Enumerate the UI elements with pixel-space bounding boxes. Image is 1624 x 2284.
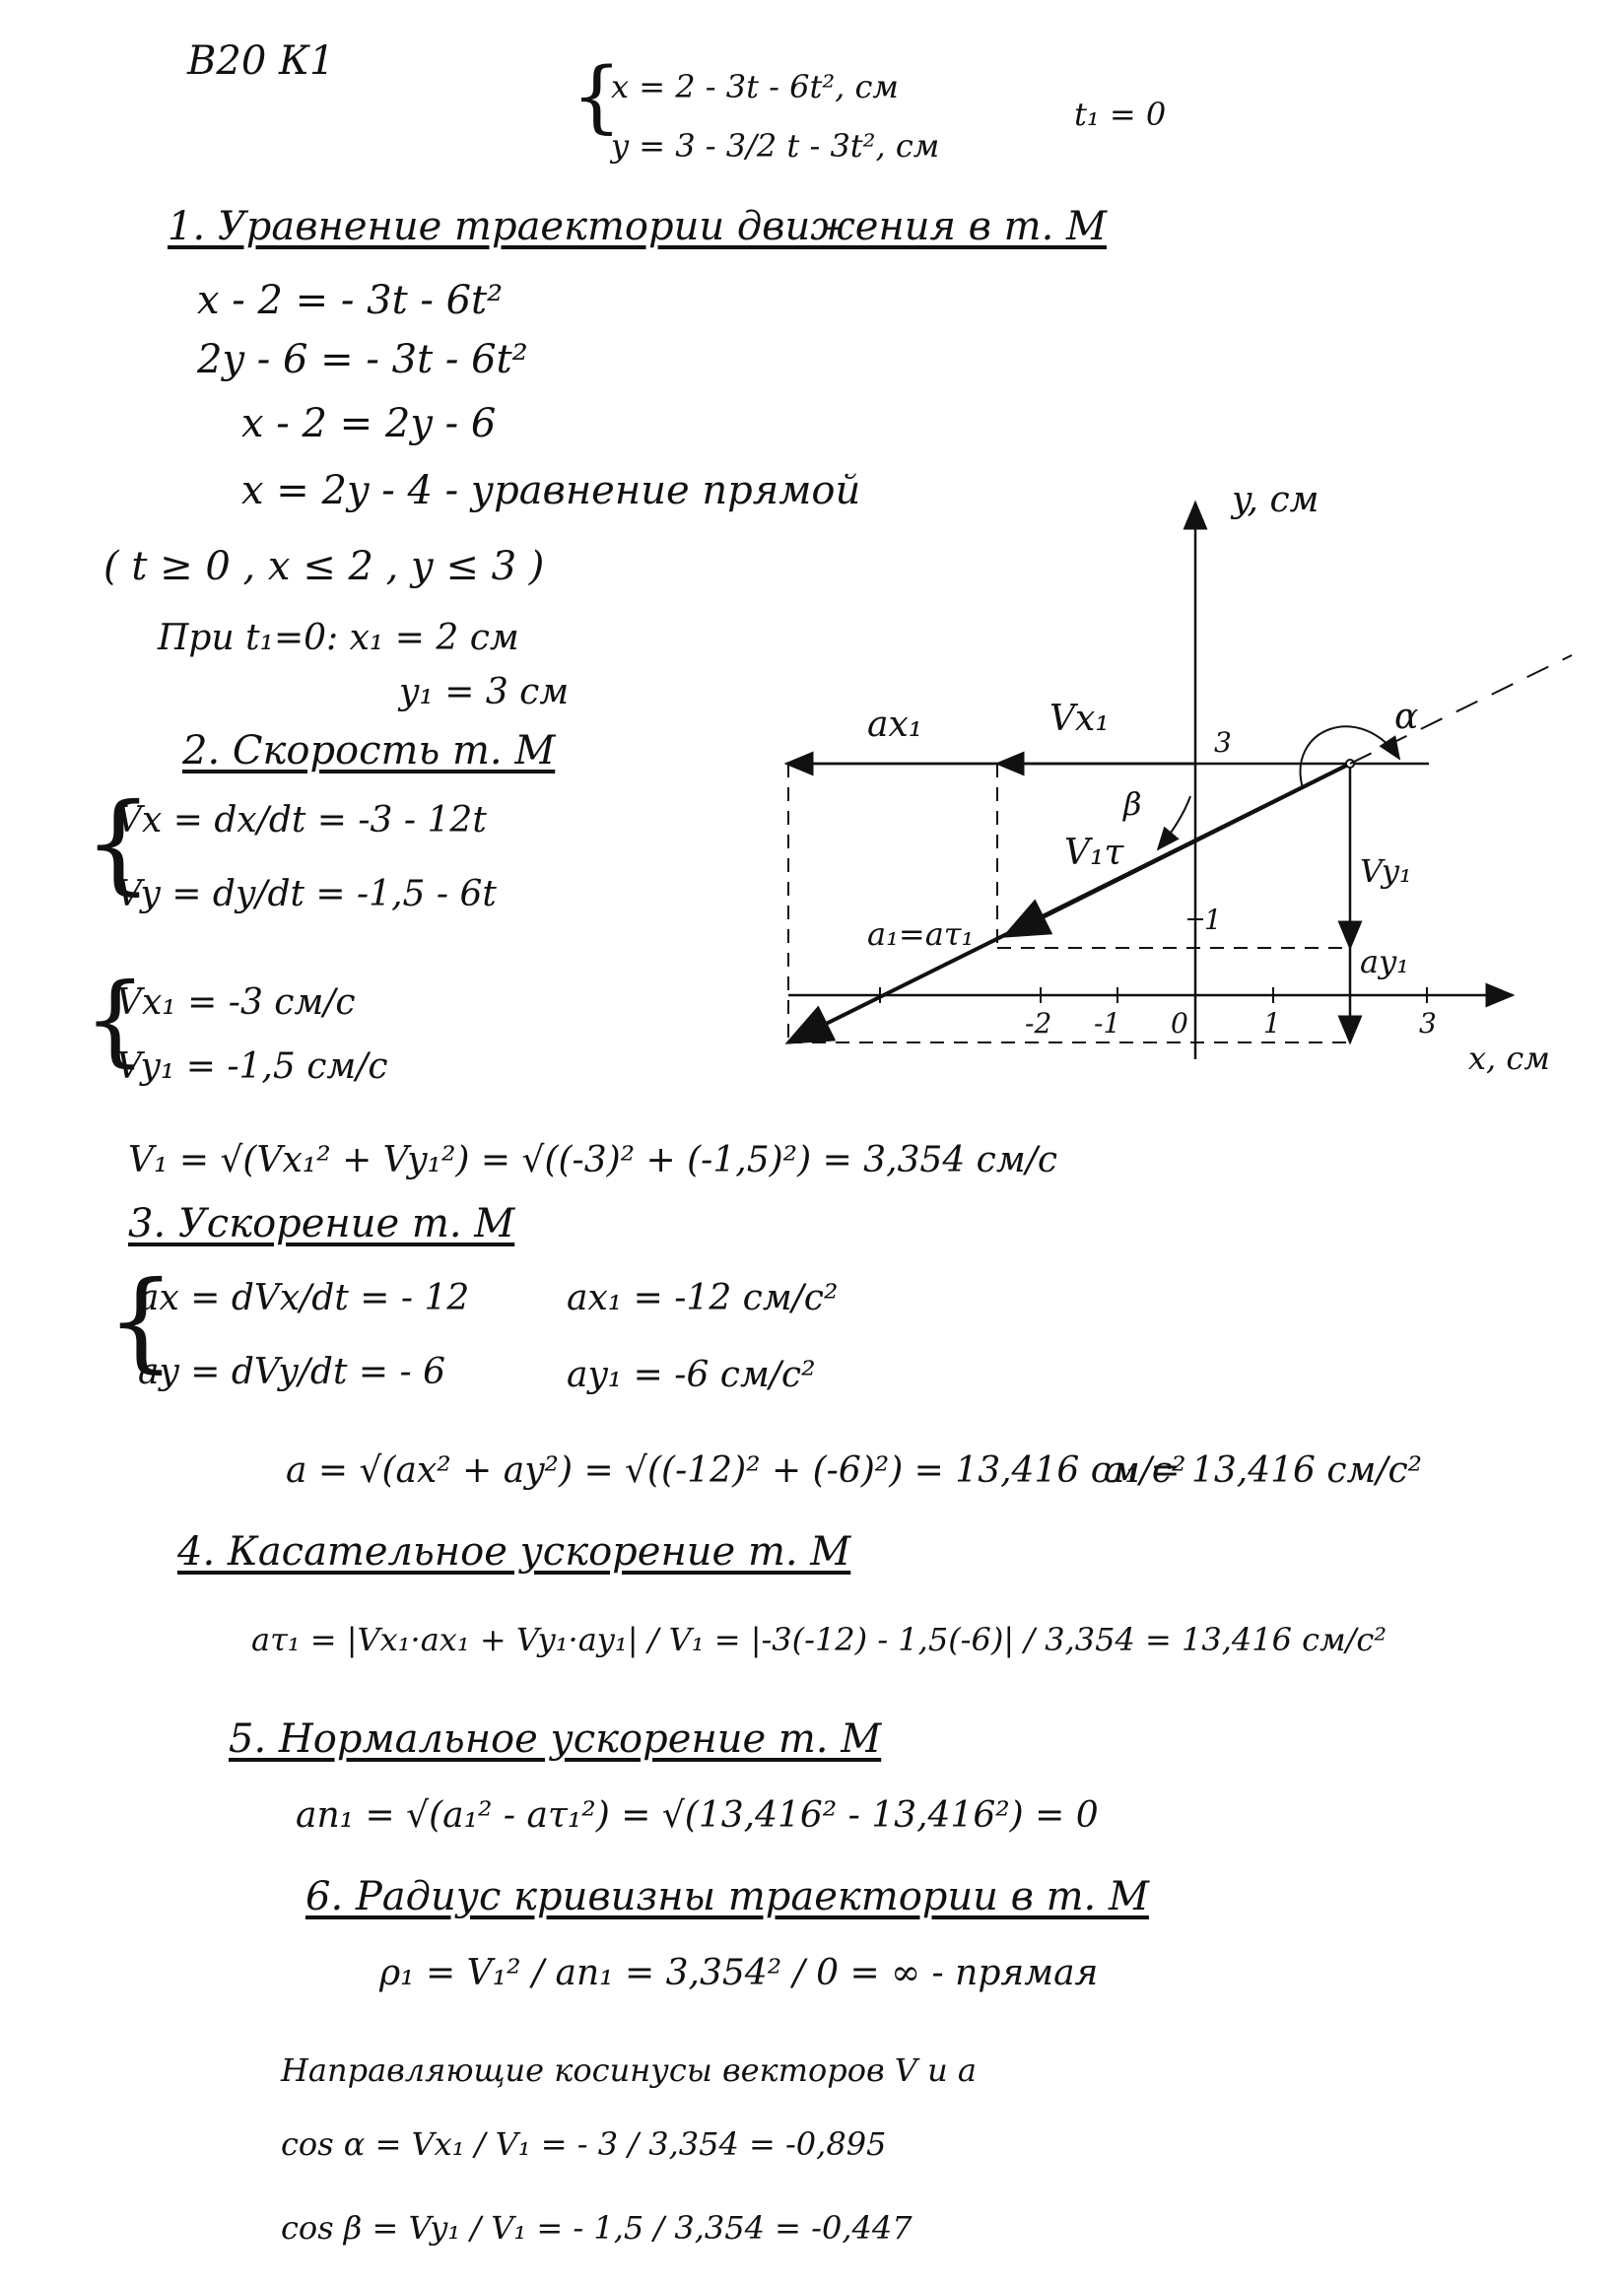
section-4-title: 4. Касательное ускорение т. М: [177, 1529, 851, 1575]
equation-x: x = 2 - 3t - 6t², см: [611, 68, 899, 105]
s3-result-1: ax₁ = -12 см/с²: [567, 1278, 839, 1318]
section-5-title: 5. Нормальное ускорение т. М: [229, 1716, 882, 1762]
v1-label: V₁τ: [1064, 833, 1124, 873]
x-axis-label: x, см: [1468, 1040, 1550, 1077]
s3-line-1: ax = dVx/dt = - 12: [138, 1278, 470, 1318]
vy1-label: Vy₁: [1360, 852, 1412, 890]
s1-line-7: y₁ = 3 см: [399, 672, 570, 712]
x-tick-label: -1: [1094, 1007, 1121, 1040]
s2-line-3: Vx₁ = -3 см/с: [116, 982, 356, 1023]
brace-3: {: [106, 1257, 175, 1383]
extension-dashed: [1350, 655, 1572, 764]
variant-label: В20 К1: [187, 38, 335, 84]
s2-line-4: Vy₁ = -1,5 см/с: [116, 1046, 388, 1087]
s1-line-5: ( t ≥ 0 , x ≤ 2 , y ≤ 3 ): [103, 544, 545, 589]
y-tick-label: 3: [1214, 726, 1232, 759]
cos-alpha: cos α = Vx₁ / V₁ = - 3 / 3,354 = -0,895: [281, 2125, 887, 2163]
s3-result-3: a₁ = 13,416 см/с²: [1104, 1450, 1423, 1491]
equation-y: y = 3 - 3/2 t - 3t², см: [611, 127, 940, 165]
x-tick-label: 3: [1419, 1007, 1437, 1040]
cos-beta: cos β = Vy₁ / V₁ = - 1,5 / 3,354 = -0,447: [281, 2209, 913, 2247]
v1-vector: [1005, 764, 1350, 936]
cosines-title: Направляющие косинусы векторов V и a: [281, 2051, 977, 2089]
x-tick-label: 0: [1171, 1007, 1188, 1040]
s1-line-1: x - 2 = - 3t - 6t²: [197, 278, 504, 323]
ay1-label: ay₁: [1360, 943, 1409, 980]
s3-result-2: ay₁ = -6 см/с²: [567, 1355, 816, 1395]
x-tick-label: 1: [1263, 1007, 1281, 1040]
s3-line-3: a = √(ax² + ay²) = √((-12)² + (-6)²) = 13,416 см/с²: [286, 1450, 1186, 1491]
s1-line-2: 2y - 6 = - 3t - 6t²: [197, 337, 528, 382]
alpha-label: α: [1394, 697, 1419, 737]
s5-line-1: an₁ = √(a₁² - aτ₁²) = √(13,416² - 13,416²) = 0: [296, 1795, 1099, 1836]
s2-line-1: Vx = dx/dt = -3 - 12t: [116, 800, 487, 840]
s2-line-2: Vy = dy/dt = -1,5 - 6t: [116, 874, 497, 914]
ax1-label: ax₁: [867, 705, 923, 745]
s3-line-2: ay = dVy/dt = - 6: [138, 1352, 445, 1392]
section-6-title: 6. Радиус кривизны траектории в т. М: [305, 1874, 1149, 1919]
s6-line-1: ρ₁ = V₁² / an₁ = 3,354² / 0 = ∞ - прямая: [379, 1953, 1099, 1993]
a1-label: a₁=aτ₁: [867, 915, 975, 953]
section-1-title: 1. Уравнение траектории движения в т. М: [168, 204, 1107, 249]
s1-line-4: x = 2y - 4 - уравнение прямой: [241, 468, 861, 513]
vx1-label: Vx₁: [1049, 699, 1110, 739]
s4-line-1: aτ₁ = |Vx₁·ax₁ + Vy₁·ay₁| / V₁ = |-3(-12) - 1,5(-6)| / 3,354 = 13,416 см/с²: [251, 1621, 1387, 1658]
brace-2a: {: [84, 779, 153, 906]
brace-2b: {: [84, 962, 147, 1077]
brace-left: {: [572, 50, 622, 142]
y-tick-label: 1: [1204, 904, 1222, 936]
s2-line-5: V₁ = √(Vx₁² + Vy₁²) = √((-3)² + (-1,5)²) = 3,354 см/с: [128, 1140, 1057, 1180]
beta-label: β: [1123, 785, 1142, 823]
beta-arc: [1158, 796, 1190, 849]
section-2-title: 2. Скорость т. М: [182, 728, 556, 773]
s1-line-3: x - 2 = 2y - 6: [241, 401, 497, 446]
initial-time: t₁ = 0: [1074, 96, 1167, 133]
x-tick-label: -2: [1025, 1007, 1052, 1040]
s1-line-6: При t₁=0: x₁ = 2 см: [158, 618, 519, 658]
section-3-title: 3. Ускорение т. М: [128, 1201, 515, 1246]
y-axis-label: y, см: [1232, 480, 1320, 520]
